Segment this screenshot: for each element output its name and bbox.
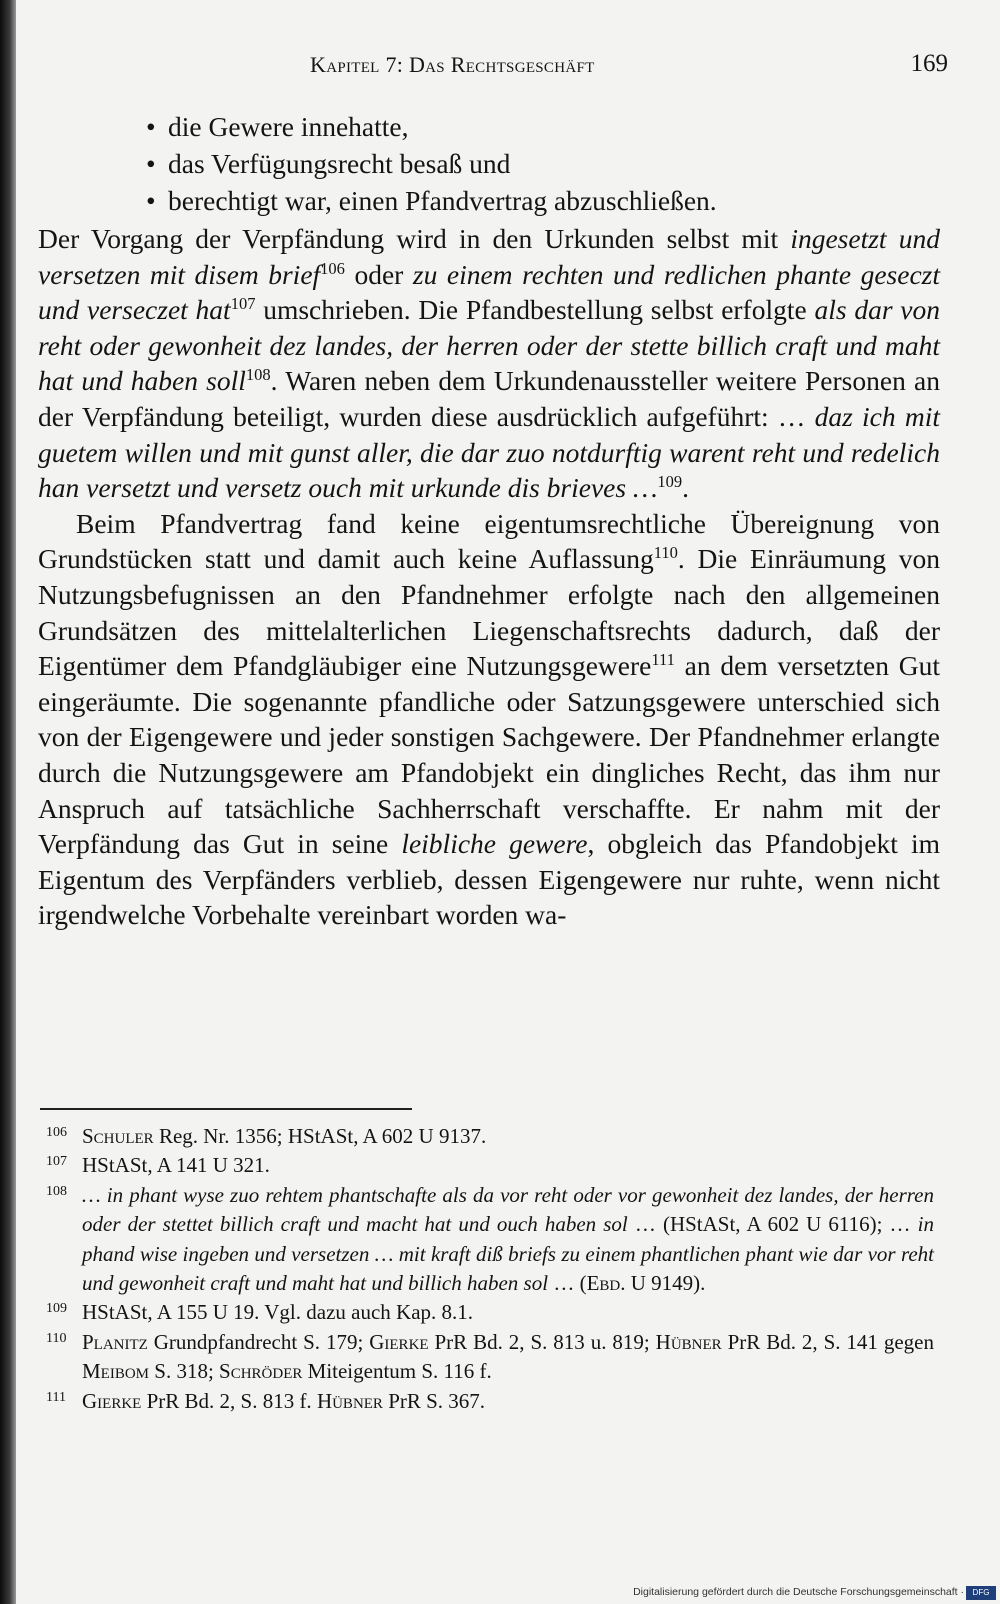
footnote-ref: 108 xyxy=(245,365,271,385)
body-text xyxy=(38,221,940,933)
footnote-108: 108 … in phant wyse zuo rehtem phantschafte als da vor reht oder vor gewonheit dez landes, der herren oder der stettet billich craft und macht hat und ouch haben sol … (HStASt, A 602 U 6116); … in phand wise ingeben und versetzen … mit kraft diß briefs zu einem phantlichen phant wie dar vor reht und gewonheit craft und maht hat und billich haben sol … (Ebd. U 9149). xyxy=(46,1182,934,1296)
paragraph-1: Der Vorgang der Verpfändung wird in den Urkunden selbst mit ingesetzt und versetzen mit disem brief$^{106}$ oder zu einem rechten und redlichen phante geseczt und verseczet hat$^{107}$ umschrieben. Die Pfandbestellung selbst erfolgte als dar von reht oder gewonheit dez landes, der herren oder der stette billich craft und maht hat und haben soll$^{108}$. Waren neben dem Urkundenaussteller weitere Personen an der Verpfändung beteiligt, wurden diese ausdrücklich aufgeführt: … daz ich mit guetem willen und mit gunst aller, die dar zuo notdurftig warent reht und redelich han versetzt und versetz ouch mit urkunde dis brieves …$^{109}$. xyxy=(38,223,940,504)
footnote-109: 109 HStASt, A 155 U 19. Vgl. dazu auch Kap. 8.1. xyxy=(46,1300,474,1325)
footnote-106: 106 Schuler Reg. Nr. 1356; HStASt, A 602 U 9137. xyxy=(46,1124,487,1148)
footnote-ref: 111 xyxy=(651,649,675,669)
page-header xyxy=(38,52,958,86)
book-page xyxy=(38,0,958,1604)
list-item: • das Verfügungsrecht besaß und xyxy=(146,145,946,182)
bullet-icon: • xyxy=(146,148,156,179)
running-title: Kapitel 7: Das Rechtsgeschäft xyxy=(310,52,595,77)
footnote-ref: 106 xyxy=(320,258,345,278)
paragraph-2: Beim Pfandvertrag fand keine eigentumsrechtliche Übereignung von Grundstücken statt und damit auch keine Auflassung$^{110}$. Die Einräumung von Nutzungsbefugnissen an den Pfandnehmer erfolgte nach den allgemeinen Grundsätzen des mittelalterlichen Liegenschaftsrechts dadurch, daß der Eigentümer dem Pfandgläubiger eine Nutzungsgewere$^{111}$ an dem versetzten Gut eingeräumte. Die sogenannte pfandliche oder Satzungsgewere unterschied sich von der Eigengewere und jeder sonstigen Sachgewere. Der Pfandnehmer erlangte durch die Nutzungsgewere am Pfandobjekt ein dingliches Recht, das ihm nur Anspruch auf tatsächliche Sachherrschaft verschaffte. Er nahm mit der Verpfändung das Gut in seine leibliche gewere, obgleich das Pfandobjekt im Eigentum des Verpfänders verblieb, dessen Eigengewere nur ruhte, wenn nicht irgendwelche Vorbehalte vereinbart worden wa- xyxy=(38,507,941,931)
book-spine-shadow xyxy=(0,0,16,1604)
footnote-110: 110 Planitz Grundpfandrecht S. 179; Gierke PrR Bd. 2, S. 813 u. 819; Hübner PrR Bd. 2, S. 141 gegen Meibom S. 318; Schröder Miteigentum S. 116 f. xyxy=(46,1329,934,1384)
list-item: • berechtigt war, einen Pfandvertrag abzuschließen. xyxy=(146,182,946,219)
footnote-ref: 109 xyxy=(657,472,683,491)
footnote-111: 111 Gierke PrR Bd. 2, S. 813 f. Hübner PrR S. 367. xyxy=(46,1388,486,1413)
footnote-ref: 107 xyxy=(230,294,256,314)
bullet-list xyxy=(146,108,946,219)
bullet-icon: • xyxy=(146,185,156,216)
footnote-separator xyxy=(40,1108,412,1110)
footnote-107: 107 HStASt, A 141 U 321. xyxy=(46,1153,270,1178)
dfg-logo: DFG xyxy=(966,1586,996,1600)
bullet-icon: • xyxy=(146,111,156,142)
footnotes xyxy=(46,1122,934,1416)
page-number: 169 xyxy=(910,50,948,77)
digitization-credit: Digitalisierung gefördert durch die Deutsche Forschungsgemeinschaft · xyxy=(633,1586,964,1598)
list-item: • die Gewere innehatte, xyxy=(146,108,946,145)
footnote-ref: 110 xyxy=(653,543,678,563)
